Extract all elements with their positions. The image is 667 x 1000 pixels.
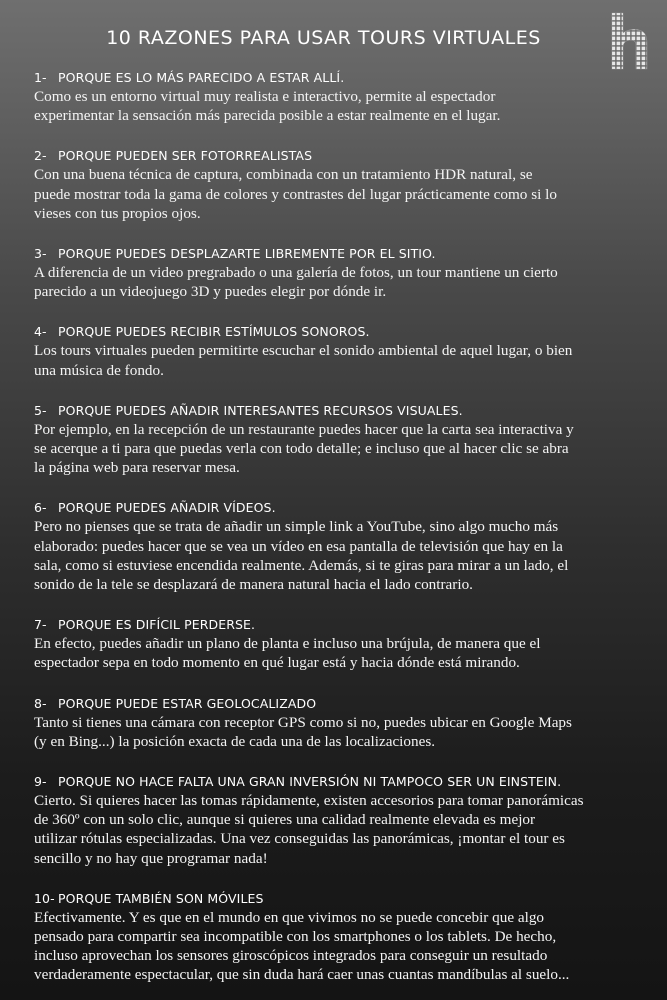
reason-heading-text: PORQUE PUEDES AÑADIR INTERESANTES RECURSOS VISUALES.	[58, 402, 463, 418]
reason-item	[34, 147, 624, 223]
reason-item	[34, 402, 624, 478]
reason-body-line: En efecto, puedes añadir un plano de planta e incluso una brújula, de manera que el	[34, 635, 541, 653]
reason-body-line: incluso aprovechan los sensores giroscópicos integrados para conseguir un resultado	[34, 947, 548, 965]
reason-heading	[34, 69, 624, 86]
reason-body-line: utilizar rótulas especializadas. Una vez conseguidas las panorámicas, ¡montar el tour es	[34, 830, 565, 848]
reason-body-line: experimentar la sensación más parecida posible a estar realmente en el lugar.	[34, 107, 501, 125]
reason-heading-text: PORQUE TAMBIÉN SON MÓVILES	[58, 890, 264, 906]
reason-heading	[34, 890, 624, 907]
reason-heading	[34, 695, 624, 712]
reason-body-line: puede mostrar toda la gama de colores y contrastes del lugar prácticamente como si lo	[34, 185, 557, 203]
reason-body	[34, 165, 624, 223]
reason-number: 4-	[34, 324, 47, 340]
reason-body	[34, 791, 624, 868]
reason-item	[34, 773, 624, 868]
reason-body-line: Cierto. Si quieres hacer las tomas rápidamente, existen accesorios para tomar panorámicas	[34, 792, 584, 810]
reason-body	[34, 420, 624, 478]
reason-number: 5-	[34, 402, 47, 418]
reasons-list	[34, 69, 624, 985]
reason-body-line: parecido a un videojuego 3D y puedes elegir por dónde ir.	[34, 283, 387, 301]
reason-body-line: sencillo y no hay que programar nada!	[34, 849, 268, 867]
reason-heading	[34, 245, 624, 262]
reason-body-line: pensado para compartir sea incompatible con los smartphones o los tablets. De hecho,	[34, 928, 557, 946]
reason-item	[34, 890, 624, 985]
reason-body-line: la página web para reservar mesa.	[34, 459, 240, 477]
reason-body-line: Los tours virtuales pueden permitirte escuchar el sonido ambiental de aquel lugar, o bien	[34, 342, 573, 360]
reason-item	[34, 69, 624, 125]
reason-body-line: sala, como si estuviese encendida realmente. Además, si te giras para mirar a un lado, el	[34, 556, 569, 574]
reason-body-line: vieses con tus propios ojos.	[34, 204, 201, 222]
reason-heading-text: PORQUE PUEDES AÑADIR VÍDEOS.	[58, 500, 276, 516]
reason-item	[34, 499, 624, 594]
reason-heading-text: PORQUE ES LO MÁS PARECIDO A ESTAR ALLÍ.	[58, 70, 345, 85]
reason-heading	[34, 616, 624, 633]
reason-body-line: Por ejemplo, en la recepción de un restaurante puedes hacer que la carta sea interactiva y	[34, 420, 574, 438]
reason-body-line: una música de fondo.	[34, 361, 164, 379]
reason-body	[34, 341, 624, 379]
reason-body-line: de 360º con un solo clic, aunque si quieres una calidad realmente elevada es mejor	[34, 811, 536, 829]
reason-body-line: Efectivamente. Y es que en el mundo en que vivimos no se puede concebir que algo	[34, 908, 545, 926]
reason-body-line: verdaderamente espectacular, que sin duda hará caer unas cuantas mandíbulas al suelo...	[34, 966, 570, 984]
reason-body-line: elaborado: puedes hacer que se vea un vídeo en esa pantalla de televisión que hay en la	[34, 537, 563, 555]
reason-heading	[34, 402, 624, 419]
reason-body	[34, 713, 624, 751]
reason-body-line: (y en Bing...) la posición exacta de cada una de las localizaciones.	[34, 732, 436, 750]
reason-body	[34, 634, 624, 672]
reason-body-line: Tanto si tienes una cámara con receptor GPS como si no, puedes ubicar en Google Maps	[34, 713, 572, 731]
reason-body-line: A diferencia de un video pregrabado o una galería de fotos, un tour mantiene un cierto	[34, 264, 558, 282]
reason-heading-text: PORQUE PUEDES DESPLAZARTE LIBREMENTE POR EL SITIO.	[58, 246, 436, 262]
reason-heading-text: PORQUE NO HACE FALTA UNA GRAN INVERSIÓN NI TAMPOCO SER UN EINSTEIN.	[58, 774, 562, 790]
reason-heading-text: PORQUE ES DIFÍCIL PERDERSE.	[58, 617, 256, 633]
reason-item	[34, 245, 624, 301]
reason-item	[34, 616, 624, 672]
reason-number: 3-	[34, 246, 47, 262]
page-title: 10 RAZONES PARA USAR TOURS VIRTUALES	[106, 27, 541, 49]
reason-number: 7-	[34, 617, 47, 633]
reason-body-line: sonido de la tele se desplazará de manera natural hacia el lado contrario.	[34, 576, 473, 594]
reason-body-line: se acerque a ti para que puedas verla con todo detalle; e incluso que al hacer clic se abra	[34, 440, 569, 458]
reason-heading	[34, 773, 624, 790]
reason-body-line: Con una buena técnica de captura, combinada con un tratamiento HDR natural, se	[34, 166, 533, 184]
reason-body	[34, 908, 624, 985]
reason-number: 8-	[34, 695, 47, 711]
reason-heading-text: PORQUE PUEDE ESTAR GEOLOCALIZADO	[58, 695, 317, 711]
reason-number: 6-	[34, 500, 47, 516]
reason-number: 9-	[34, 774, 47, 790]
reason-body-line: Pero no pienses que se trata de añadir un simple link a YouTube, sino algo mucho más	[34, 518, 559, 536]
reason-heading	[34, 323, 624, 340]
reason-heading	[34, 499, 624, 516]
reason-body-line: Como es un entorno virtual muy realista e interactivo, permite al espectador	[34, 88, 496, 105]
reason-body	[34, 263, 624, 301]
reason-heading-text: PORQUE PUEDES RECIBIR ESTÍMULOS SONOROS.	[58, 324, 370, 340]
reason-body	[34, 517, 624, 594]
reason-item	[34, 695, 624, 751]
reason-number: 2-	[34, 148, 47, 164]
reason-number: 10-	[34, 890, 55, 906]
reason-heading	[34, 147, 624, 164]
reason-number: 1-	[34, 70, 47, 85]
reason-heading-text: PORQUE PUEDEN SER FOTORREALISTAS	[58, 148, 313, 164]
reason-item	[34, 323, 624, 379]
reason-body	[34, 87, 624, 125]
reason-body-line: espectador sepa en todo momento en qué lugar está y hacia dónde está mirando.	[34, 654, 520, 672]
